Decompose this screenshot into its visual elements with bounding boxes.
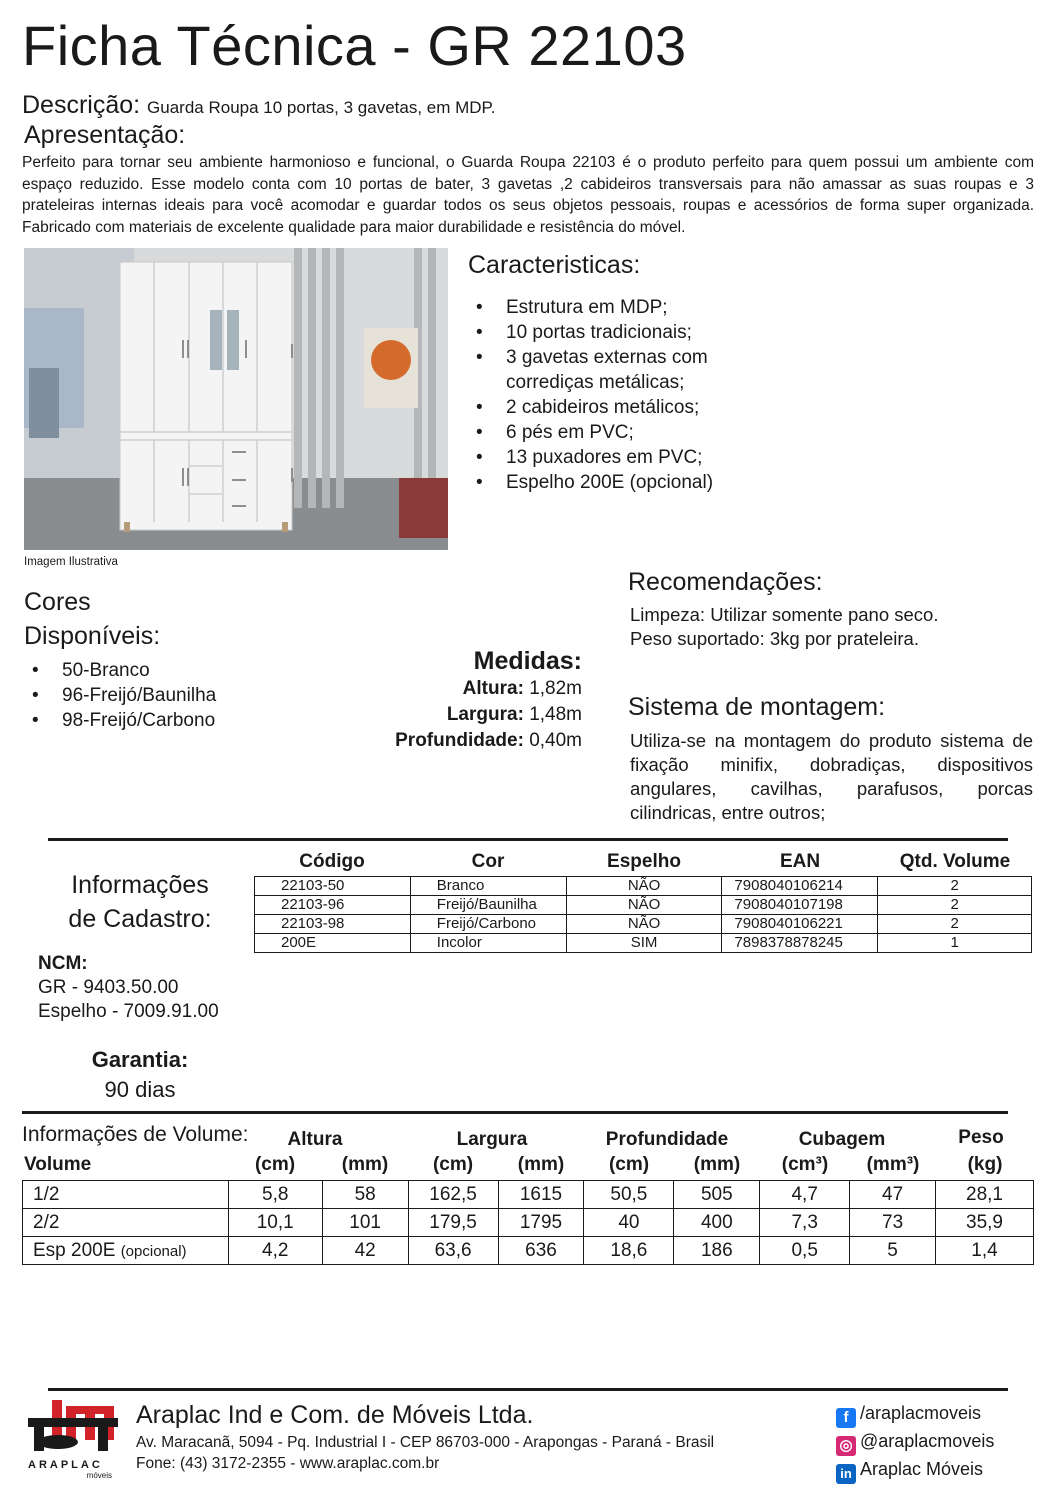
descricao-label: Descrição: xyxy=(22,91,141,119)
wardrobe-illustration xyxy=(24,248,448,550)
caracteristicas-label: Caracteristicas: xyxy=(468,251,641,279)
company-name: Araplac Ind e Com. de Móveis Ltda. xyxy=(136,1401,534,1429)
descricao-line xyxy=(22,90,495,123)
table-row xyxy=(255,877,1032,896)
table-cell: 22103-50 xyxy=(255,877,411,896)
table-cell: 162,5 xyxy=(408,1181,498,1209)
list-item: • Espelho 200E (opcional) xyxy=(470,470,770,495)
volume-table xyxy=(22,1180,1034,1265)
araplac-logo xyxy=(28,1398,118,1480)
table-cell: 179,5 xyxy=(408,1209,498,1237)
table-row xyxy=(255,934,1032,953)
cadastro-label-line2: de Cadastro: xyxy=(68,905,212,933)
list-item: • 96-Freijó/Baunilha xyxy=(26,683,216,708)
medidas-label: Medidas: xyxy=(473,647,582,675)
cadastro-header xyxy=(254,851,1032,873)
table-cell: 50,5 xyxy=(584,1181,674,1209)
image-caption: Imagem Ilustrativa xyxy=(24,556,118,568)
table-cell: Freijó/Carbono xyxy=(410,915,566,934)
table-cell: NÃO xyxy=(566,877,722,896)
col-header: Código xyxy=(299,851,365,872)
cores-label-line1: Cores xyxy=(24,588,91,616)
product-image xyxy=(24,248,448,550)
divider xyxy=(22,1111,1008,1114)
company-address: Av. Maracanã, 5094 - Pq. Industrial I - CEP 86703-000 - Arapongas - Paraná - Brasil xyxy=(136,1434,715,1451)
table-cell: 2 xyxy=(878,915,1032,934)
table-row xyxy=(23,1237,1034,1265)
medidas-key: Largura: xyxy=(446,704,524,725)
table-cell: 0,5 xyxy=(760,1237,850,1265)
table-cell: 505 xyxy=(674,1181,760,1209)
instagram-icon: ◎ xyxy=(836,1436,856,1456)
table-cell: 22103-96 xyxy=(255,896,411,915)
linkedin-icon: in xyxy=(836,1464,856,1484)
table-cell: NÃO xyxy=(566,896,722,915)
garantia-label: Garantia: xyxy=(91,1047,189,1072)
logo-sub: móveis xyxy=(86,1471,112,1480)
table-cell: Incolor xyxy=(410,934,566,953)
table-cell xyxy=(23,1181,229,1209)
cores-list xyxy=(26,658,216,733)
unit-header: (mm) xyxy=(693,1154,741,1175)
table-cell: 7908040106221 xyxy=(722,915,878,934)
unit-header: (kg) xyxy=(967,1154,1003,1175)
table-cell: 400 xyxy=(674,1209,760,1237)
table-row xyxy=(23,1209,1034,1237)
col-header: Espelho xyxy=(607,851,681,872)
cores-label-line2: Disponíveis: xyxy=(24,622,161,650)
company-contact xyxy=(136,1432,714,1474)
table-cell: 1 xyxy=(878,934,1032,953)
col-header: EAN xyxy=(779,851,821,872)
recomendacoes-text xyxy=(630,603,938,651)
table-cell: 28,1 xyxy=(936,1181,1034,1209)
facebook-handle: /araplacmoveis xyxy=(860,1403,982,1423)
list-item: • 2 cabideiros metálicos; xyxy=(470,395,770,420)
table-cell: NÃO xyxy=(566,915,722,934)
table-cell: 1795 xyxy=(498,1209,584,1237)
cadastro-label xyxy=(40,868,240,936)
list-item: • Estrutura em MDP; xyxy=(470,295,770,320)
recomendacoes-line2: Peso suportado: 3kg por prateleira. xyxy=(630,628,919,649)
table-cell: 4,7 xyxy=(760,1181,850,1209)
divider xyxy=(48,1388,1008,1391)
table-cell: 18,6 xyxy=(584,1237,674,1265)
table-row xyxy=(255,915,1032,934)
table-cell: 58 xyxy=(322,1181,408,1209)
col-header: Cor xyxy=(471,851,505,872)
social-links xyxy=(836,1400,994,1484)
unit-header: (mm) xyxy=(517,1154,565,1175)
group-header: Cubagem xyxy=(798,1129,886,1150)
recomendacoes-line1: Limpeza: Utilizar somente pano seco. xyxy=(630,604,939,625)
table-cell: 63,6 xyxy=(408,1237,498,1265)
company-phone-web: Fone: (43) 3172-2355 - www.araplac.com.br xyxy=(136,1455,440,1472)
table-cell: 186 xyxy=(674,1237,760,1265)
ncm-line1: GR - 9403.50.00 xyxy=(38,977,179,998)
montagem-text: Utiliza-se na montagem do produto sistema de fixação minifix, dobradiças, dispositivos angulares, cavilhas, parafusos, porcas cilindricas, entre outros; xyxy=(630,730,1033,823)
caracteristicas-list xyxy=(470,295,770,495)
table-cell xyxy=(23,1237,229,1265)
list-item: • 6 pés em PVC; xyxy=(470,420,770,445)
logo-mark-icon xyxy=(28,1398,118,1454)
table-cell: 7908040106214 xyxy=(722,877,878,896)
group-header: Altura xyxy=(287,1129,343,1150)
ncm-line2: Espelho - 7009.91.00 xyxy=(38,1001,219,1022)
montagem-label: Sistema de montagem: xyxy=(628,693,886,721)
unit-header: (cm) xyxy=(432,1154,474,1175)
units-header xyxy=(22,1154,1034,1176)
table-row xyxy=(255,896,1032,915)
table-cell xyxy=(23,1209,229,1237)
table-cell: 1615 xyxy=(498,1181,584,1209)
table-cell: 47 xyxy=(850,1181,936,1209)
list-item: • 50-Branco xyxy=(26,658,216,683)
facebook-icon: f xyxy=(836,1408,856,1428)
medidas-row xyxy=(395,676,582,702)
table-cell: Branco xyxy=(410,877,566,896)
social-linkedin[interactable] xyxy=(836,1456,994,1484)
group-header: Profundidade xyxy=(605,1129,729,1150)
list-item: • 10 portas tradicionais; xyxy=(470,320,770,345)
unit-header: (mm³) xyxy=(866,1154,920,1175)
social-facebook[interactable] xyxy=(836,1400,994,1428)
volume-name: 1/2 xyxy=(33,1183,60,1205)
table-row xyxy=(23,1181,1034,1209)
linkedin-handle: Araplac Móveis xyxy=(860,1459,984,1479)
cadastro-label-line1: Informações xyxy=(71,871,209,899)
volume-note: (opcional) xyxy=(120,1242,187,1260)
medidas-row xyxy=(395,702,582,728)
list-item: • 98-Freijó/Carbono xyxy=(26,708,216,733)
divider xyxy=(48,838,1008,841)
garantia-value: 90 dias xyxy=(104,1077,176,1102)
table-cell: 2 xyxy=(878,896,1032,915)
medidas-key: Profundidade: xyxy=(395,730,524,751)
apresentacao-label: Apresentação: xyxy=(24,121,186,149)
garantia-block xyxy=(60,1045,220,1105)
descricao-value: Guarda Roupa 10 portas, 3 gavetas, em MDP. xyxy=(147,98,496,117)
unit-header: (cm) xyxy=(608,1154,650,1175)
medidas-block xyxy=(395,646,582,754)
group-header: Peso xyxy=(958,1127,1004,1148)
table-cell: 42 xyxy=(322,1237,408,1265)
table-cell: 73 xyxy=(850,1209,936,1237)
medidas-key: Altura: xyxy=(462,678,524,699)
instagram-handle: @araplacmoveis xyxy=(860,1431,995,1451)
table-cell: 22103-98 xyxy=(255,915,411,934)
unit-header: (mm) xyxy=(341,1154,389,1175)
volume-col-label: Volume xyxy=(24,1154,92,1175)
table-cell: 5,8 xyxy=(228,1181,322,1209)
social-instagram[interactable] xyxy=(836,1428,994,1456)
cadastro-table xyxy=(254,876,1032,953)
medidas-value: 0,40m xyxy=(529,730,582,751)
ncm-block xyxy=(38,952,219,1024)
table-cell: 7,3 xyxy=(760,1209,850,1237)
group-header: Largura xyxy=(456,1129,528,1150)
table-cell: 7908040107198 xyxy=(722,896,878,915)
table-cell: 7898378878245 xyxy=(722,934,878,953)
volume-name: Esp 200E xyxy=(33,1239,116,1261)
table-cell: 40 xyxy=(584,1209,674,1237)
table-cell: 4,2 xyxy=(228,1237,322,1265)
table-cell: 1,4 xyxy=(936,1237,1034,1265)
ncm-label: NCM: xyxy=(38,953,88,974)
medidas-row xyxy=(395,728,582,754)
list-item: • 3 gavetas externas com corrediças metálicas; xyxy=(470,345,770,395)
volume-label: Informações de Volume: xyxy=(22,1123,249,1146)
volume-name: 2/2 xyxy=(33,1211,60,1233)
table-cell: 200E xyxy=(255,934,411,953)
medidas-value: 1,82m xyxy=(529,678,582,699)
unit-header: (cm) xyxy=(254,1154,296,1175)
table-cell: SIM xyxy=(566,934,722,953)
table-cell: Freijó/Baunilha xyxy=(410,896,566,915)
page-title: Ficha Técnica - GR 22103 xyxy=(22,14,687,77)
table-cell: 636 xyxy=(498,1237,584,1265)
recomendacoes-label: Recomendações: xyxy=(628,568,823,596)
col-header: Qtd. Volume xyxy=(899,851,1011,872)
table-cell: 101 xyxy=(322,1209,408,1237)
cores-label xyxy=(24,585,160,653)
table-cell: 2 xyxy=(878,877,1032,896)
medidas-value: 1,48m xyxy=(529,704,582,725)
apresentacao-text: Perfeito para tornar seu ambiente harmonioso e funcional, o Guarda Roupa 22103 é o produto perfeito para quem possui um ambiente com espaço reduzido. Esse modelo conta com 10 portas de bater, 3 gavetas ,2 cabideiros transversais para não amassar as suas roupas e 3 prateleiras internas ideais para você acomodar e guardar todos os seus objetos pessoais, roupas e acessórios de forma super organizada. Fabricado com materiais de excelente qualidade para maior durabilidade e resistência do móvel. xyxy=(22,154,1034,236)
unit-header: (cm³) xyxy=(781,1154,829,1175)
logo-text: ARAPLAC xyxy=(28,1459,103,1471)
table-cell: 35,9 xyxy=(936,1209,1034,1237)
list-item: • 13 puxadores em PVC; xyxy=(470,445,770,470)
table-cell: 10,1 xyxy=(228,1209,322,1237)
table-cell: 5 xyxy=(850,1237,936,1265)
